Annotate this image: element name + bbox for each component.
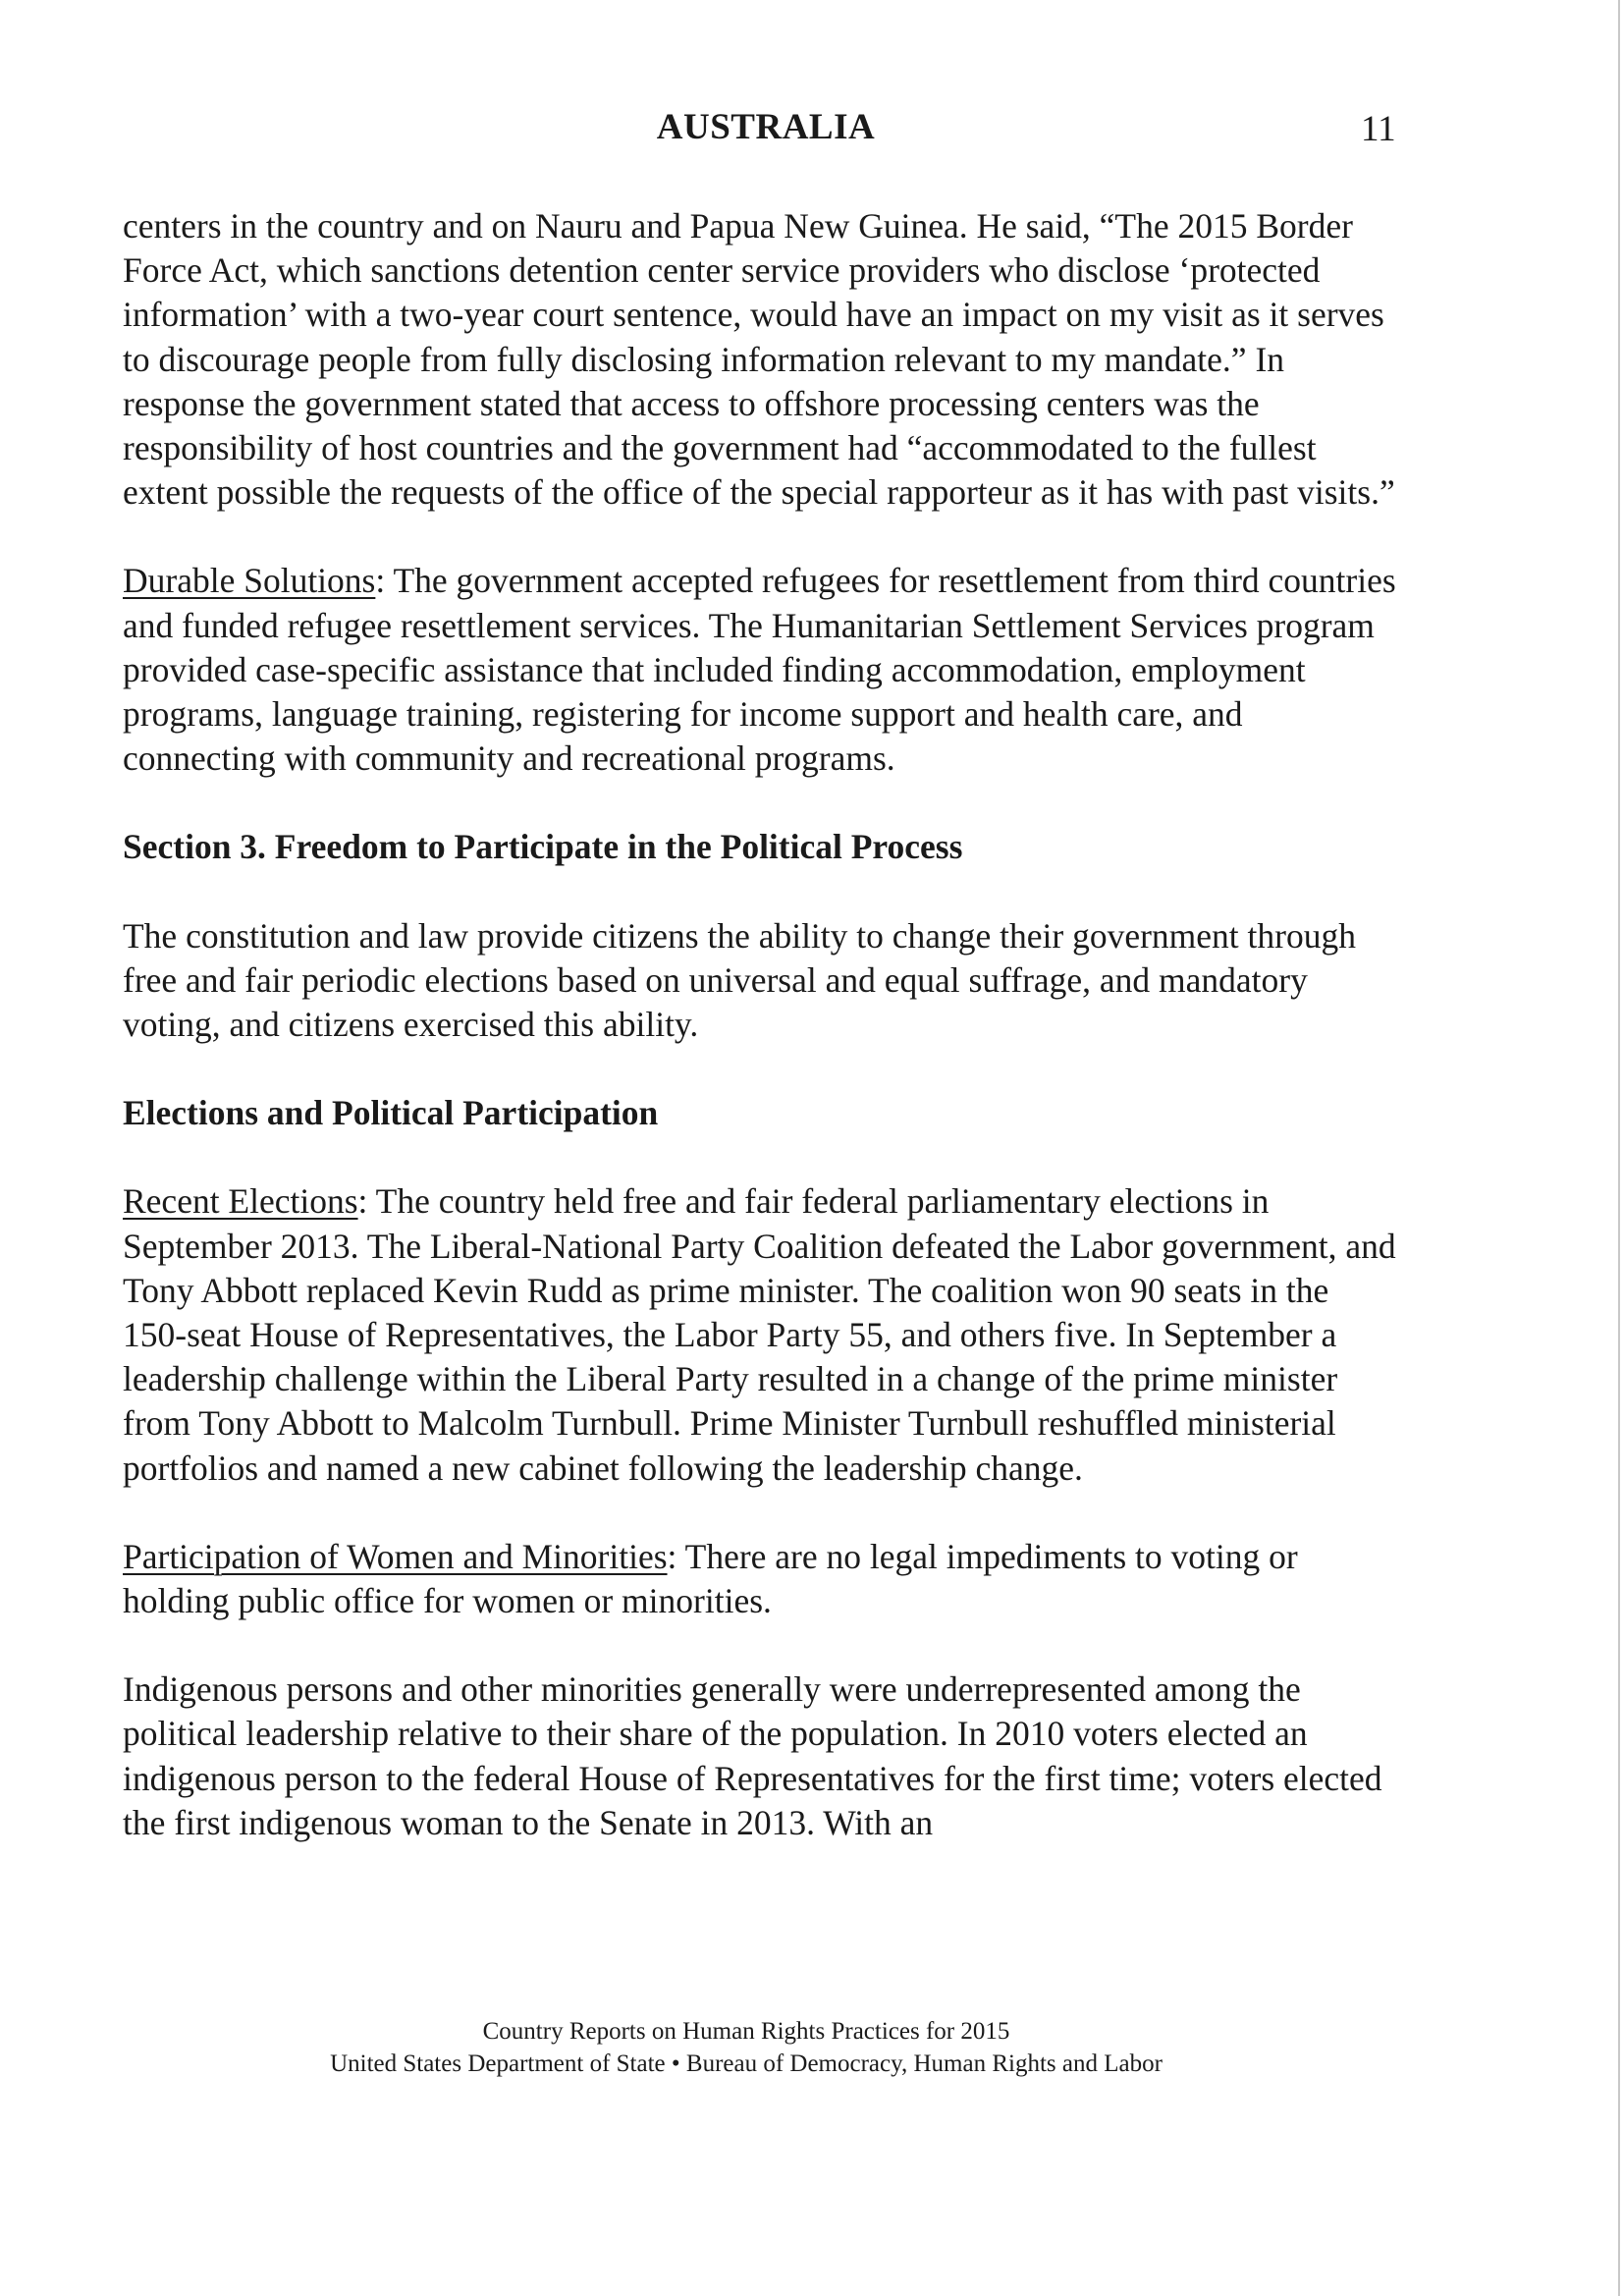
women-minorities-text: : There are no legal impediments to voting or holding public office for women or minorities. xyxy=(123,1536,1298,1621)
elections-heading: Elections and Political Participation xyxy=(123,1093,659,1133)
paragraph-durable-solutions xyxy=(123,559,1399,781)
paragraph-recent-elections xyxy=(123,1179,1399,1490)
durable-solutions-text: : The government accepted refugees for resettlement from third countries and funded refugee resettlement services. The Humanitarian Settlement Services program provided case-specific assistance that included finding accommodation, employment programs, language training, registering for income support and health care, and connecting with community and recreational programs. xyxy=(123,561,1396,779)
page-number: 11 xyxy=(1361,109,1396,149)
durable-solutions-run-in-heading: Durable Solutions xyxy=(123,561,376,601)
scan-edge-line xyxy=(1618,0,1620,2296)
women-minorities-run-in-heading: Participation of Women and Minorities xyxy=(123,1536,668,1576)
paragraph-indigenous: Indigenous persons and other minorities generally were underrepresented among the political leadership relative to their share of the population. In 2010 voters elected an indigenous person to the federal House of Representatives for the first time; voters elected the first indigenous woman to the Senate in 2013. With an xyxy=(123,1669,1382,1842)
report-body xyxy=(123,204,1399,1889)
footer-report-title: Country Reports on Human Rights Practices for 2015 xyxy=(482,2018,1010,2045)
page-footer xyxy=(0,2015,1492,2080)
recent-elections-run-in-heading: Recent Elections xyxy=(123,1181,358,1222)
paragraph-women-minorities xyxy=(123,1535,1399,1623)
country-title: AUSTRALIA xyxy=(656,107,876,147)
footer-department: United States Department of State • Bureau of Democracy, Human Rights and Labor xyxy=(330,2050,1163,2077)
paragraph-constitution: The constitution and law provide citizens the ability to change their government through free and fair periodic elections based on universal and equal suffrage, and mandatory voting, and citizens exercised this ability. xyxy=(123,915,1356,1045)
paragraph-detention-centers: centers in the country and on Nauru and Papua New Guinea. He said, “The 2015 Border Force Act, which sanctions detention center service providers who disclose ‘protected information’ with a two-year court sentence, would have an impact on my visit as it serves to discourage people from fully disclosing information relevant to my mandate.” In response the government stated that access to offshore processing centers was the responsibility of host countries and the government had “accommodated to the fullest extent possible the requests of the office of the special rapporteur as it has with past visits.” xyxy=(123,206,1395,513)
recent-elections-text: : The country held free and fair federal parliamentary elections in September 2013. The Liberal-National Party Coalition defeated the Labor government, and Tony Abbott replaced Kevin Rudd as prime minister. The coalition won 90 seats in the 150-seat House of Representatives, the Labor Party 55, and others five. In September a leadership challenge within the Liberal Party resulted in a change of the prime minister from Tony Abbott to Malcolm Turnbull. Prime Minister Turnbull reshuffled ministerial portfolios and named a new cabinet following the leadership change. xyxy=(123,1181,1396,1488)
page-header xyxy=(0,106,1623,155)
section-3-heading: Section 3. Freedom to Participate in the Political Process xyxy=(123,827,963,867)
